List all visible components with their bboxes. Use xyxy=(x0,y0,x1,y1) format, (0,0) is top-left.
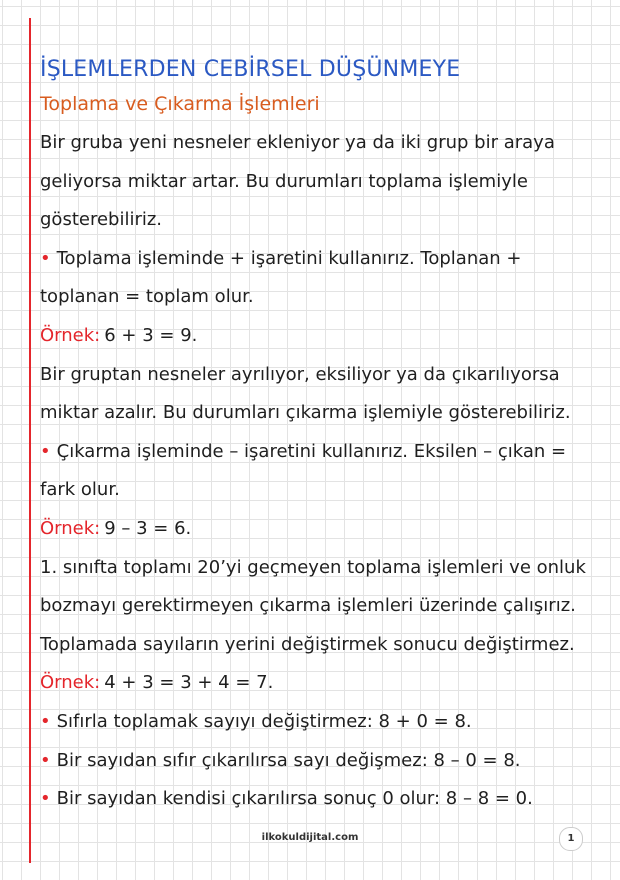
example-value: 6 + 3 = 9. xyxy=(104,324,198,346)
bullet-line xyxy=(40,433,580,472)
example-line xyxy=(40,510,580,549)
rule-bullet xyxy=(40,703,580,742)
bullet-line xyxy=(40,240,580,279)
example-label: Örnek: xyxy=(40,672,101,694)
example-value: 4 + 3 = 3 + 4 = 7. xyxy=(104,672,274,694)
example-label: Örnek: xyxy=(40,324,101,346)
example-value: 9 – 3 = 6. xyxy=(104,517,192,539)
example-label: Örnek: xyxy=(40,517,101,539)
page-title: İŞLEMLERDEN CEBİRSEL DÜŞÜNMEYE xyxy=(40,57,461,82)
bullet-dot-icon: • xyxy=(40,788,51,810)
bullet-continuation: fark olur. xyxy=(40,479,120,501)
bullet-continuation: toplanan = toplam olur. xyxy=(40,286,254,308)
example-line xyxy=(40,664,580,703)
paragraph-line: geliyorsa miktar artar. Bu durumları toplama işlemiyle xyxy=(40,170,528,192)
bullet-dot-icon: • xyxy=(40,749,51,771)
bullet-dot-icon: • xyxy=(40,440,51,462)
paragraph-line: bozmayı gerektirmeyen çıkarma işlemleri üzerinde çalışırız. xyxy=(40,595,576,617)
paragraph-line: Toplamada sayıların yerini değiştirmek sonucu değiştirmez. xyxy=(40,633,575,655)
paragraph-line: Bir gruba yeni nesneler ekleniyor ya da iki grup bir araya xyxy=(40,132,555,153)
worksheet-content xyxy=(40,56,586,819)
rule-text: Sıfırla toplamak sayıyı değiştirmez: 8 + 0 = 8. xyxy=(56,710,472,732)
paragraph-line: miktar azalır. Bu durumları çıkarma işlemiyle gösterebiliriz. xyxy=(40,402,571,424)
bullet-text: Çıkarma işleminde – işaretini kullanırız. Eksilen – çıkan = xyxy=(56,440,567,462)
paragraph-line: Bir gruptan nesneler ayrılıyor, eksiliyor ya da çıkarılıyorsa xyxy=(40,363,560,385)
paragraph-line: 1. sınıfta toplamı 20’yi geçmeyen toplama işlemleri ve onluk xyxy=(40,556,586,578)
rule-text: Bir sayıdan sıfır çıkarılırsa sayı değişmez: 8 – 0 = 8. xyxy=(56,749,521,771)
footer-site: ilkokuldijital.com xyxy=(261,832,359,843)
section-subtitle: Toplama ve Çıkarma İşlemleri xyxy=(40,93,320,115)
rule-bullet xyxy=(40,780,580,819)
rule-text: Bir sayıdan kendisi çıkarılırsa sonuç 0 olur: 8 – 8 = 0. xyxy=(56,788,533,810)
example-line xyxy=(40,317,580,356)
bullet-text: Toplama işleminde + işaretini kullanırız. Toplanan + xyxy=(56,247,522,269)
bullet-dot-icon: • xyxy=(40,247,51,269)
bullet-dot-icon: • xyxy=(40,710,51,732)
paragraph-line: gösterebiliriz. xyxy=(40,209,163,231)
rule-bullet xyxy=(40,742,580,781)
margin-line xyxy=(29,18,31,863)
page-number-badge: 1 xyxy=(559,827,583,851)
